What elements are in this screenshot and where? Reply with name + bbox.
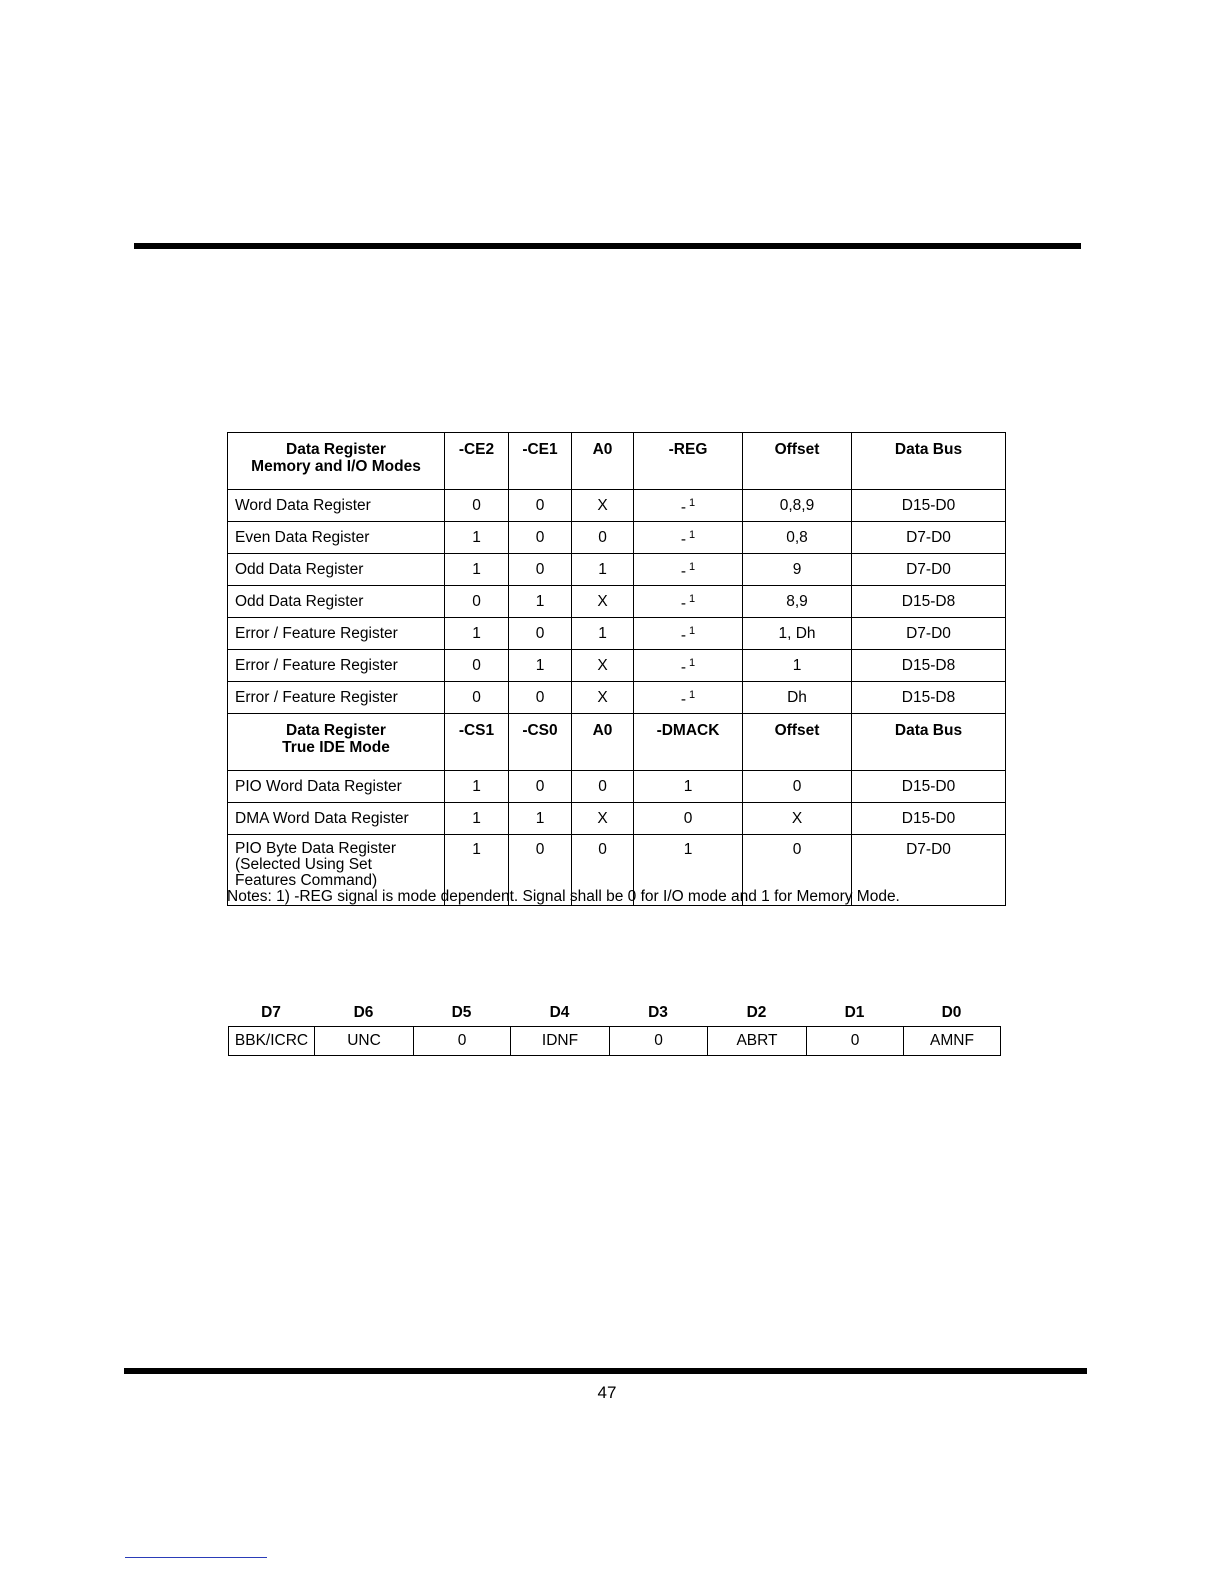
- bit-label: D0: [941, 1004, 962, 1021]
- cell-ce1: 0: [509, 682, 572, 714]
- cell-offset: 9: [743, 554, 852, 586]
- cell-a0: 1: [572, 554, 634, 586]
- bit-value: UNC: [315, 1027, 414, 1056]
- footnote-marker: 1: [689, 657, 696, 669]
- cell-reg: [634, 554, 743, 586]
- cell-a0: 0: [572, 771, 634, 803]
- bit-value: ABRT: [708, 1027, 807, 1056]
- footnote-marker: 1: [689, 689, 696, 701]
- cell-cs0: 1: [509, 803, 572, 835]
- register-name: Error / Feature Register: [228, 682, 445, 714]
- table-row: [228, 554, 1006, 586]
- reg-value: -: [680, 659, 687, 676]
- cell-reg: [634, 490, 743, 522]
- cell-ce2: 0: [445, 490, 509, 522]
- bit-label: D7: [261, 1004, 281, 1021]
- footnote-marker: 1: [689, 529, 696, 541]
- column-header: Data Bus: [852, 433, 1006, 490]
- cell-ce2: 0: [445, 586, 509, 618]
- register-name-line: (Selected Using Set: [235, 856, 372, 873]
- cell-cs1: 1: [445, 803, 509, 835]
- cell-a0: 0: [572, 835, 634, 906]
- header-title-line: Data Register: [286, 722, 386, 739]
- register-name: Word Data Register: [228, 490, 445, 522]
- cell-cs0: 0: [509, 835, 572, 906]
- reg-value: -: [680, 691, 687, 708]
- column-header: -CE2: [445, 433, 509, 490]
- bit-label: D3: [648, 1004, 668, 1021]
- cell-ce1: 1: [509, 650, 572, 682]
- cell-ce2: 1: [445, 522, 509, 554]
- header-title-cell: [228, 433, 445, 490]
- error-register-table: [228, 1026, 1001, 1056]
- column-header: -CS0: [509, 714, 572, 771]
- cell-a0: 1: [572, 618, 634, 650]
- footnote-marker: 1: [689, 593, 696, 605]
- header-title-cell: [228, 714, 445, 771]
- column-header: -DMACK: [634, 714, 743, 771]
- cell-data-bus: D15-D8: [852, 586, 1006, 618]
- cell-offset: 0: [743, 835, 852, 906]
- register-name: Odd Data Register: [228, 554, 445, 586]
- cell-a0: 0: [572, 522, 634, 554]
- bit-value: 0: [807, 1027, 904, 1056]
- cell-reg: [634, 522, 743, 554]
- cell-ce1: 0: [509, 490, 572, 522]
- cell-cs1: 1: [445, 771, 509, 803]
- table-row: [228, 618, 1006, 650]
- cell-a0: X: [572, 803, 634, 835]
- cell-offset: 1, Dh: [743, 618, 852, 650]
- column-header: A0: [572, 433, 634, 490]
- cell-dmack: 0: [634, 803, 743, 835]
- cell-reg: [634, 618, 743, 650]
- register-name-line: Features Command): [235, 872, 378, 889]
- error-register-diagram: [228, 1004, 1000, 1056]
- cell-offset: 1: [743, 650, 852, 682]
- column-header: Offset: [743, 714, 852, 771]
- table-notes: Notes: 1) -REG signal is mode dependent. Signal shall be 0 for I/O mode and 1 for Memory Mode.: [227, 888, 900, 905]
- cell-reg: [634, 650, 743, 682]
- table-row: [228, 771, 1006, 803]
- footnote-marker: 1: [689, 497, 696, 509]
- cell-ce2: 1: [445, 554, 509, 586]
- reg-value: -: [680, 499, 687, 516]
- cell-data-bus: D15-D0: [852, 490, 1006, 522]
- column-header: -CS1: [445, 714, 509, 771]
- cell-data-bus: D15-D0: [852, 771, 1006, 803]
- bit-label: D2: [746, 1004, 767, 1021]
- cell-data-bus: D15-D8: [852, 650, 1006, 682]
- cell-data-bus: D15-D0: [852, 803, 1006, 835]
- bit-value: 0: [414, 1027, 511, 1056]
- reg-value: -: [680, 627, 687, 644]
- reg-value: -: [680, 595, 687, 612]
- cell-ce2: 0: [445, 682, 509, 714]
- bit-label: D1: [844, 1004, 865, 1021]
- page-number: 47: [597, 1383, 617, 1402]
- register-name: Error / Feature Register: [228, 650, 445, 682]
- table-row: [228, 586, 1006, 618]
- cell-ce1: 0: [509, 618, 572, 650]
- table-header-memory-io: [228, 433, 1006, 490]
- cell-offset: 8,9: [743, 586, 852, 618]
- bit-value: IDNF: [511, 1027, 610, 1056]
- cell-ce1: 0: [509, 554, 572, 586]
- cell-ce2: 0: [445, 650, 509, 682]
- bit-value: 0: [610, 1027, 708, 1056]
- reg-value: -: [680, 563, 687, 580]
- cell-a0: X: [572, 586, 634, 618]
- cell-offset: 0,8,9: [743, 490, 852, 522]
- header-title-line: Memory and I/O Modes: [251, 458, 421, 475]
- register-name: Odd Data Register: [228, 586, 445, 618]
- cell-offset: Dh: [743, 682, 852, 714]
- cell-offset: X: [743, 803, 852, 835]
- column-header: Data Bus: [852, 714, 1006, 771]
- cell-a0: X: [572, 682, 634, 714]
- bit-label: D4: [549, 1004, 570, 1021]
- cell-data-bus: D7-D0: [852, 618, 1006, 650]
- bit-value: BBK/ICRC: [229, 1027, 315, 1056]
- footer-link-underline: [125, 1557, 267, 1558]
- bit-header-row: [228, 1004, 1000, 1026]
- header-title-line: True IDE Mode: [282, 739, 390, 756]
- cell-reg: [634, 682, 743, 714]
- register-name: PIO Word Data Register: [228, 771, 445, 803]
- register-name-line: PIO Byte Data Register: [235, 840, 397, 857]
- cell-data-bus: D15-D8: [852, 682, 1006, 714]
- cell-data-bus: D7-D0: [852, 522, 1006, 554]
- cell-ce1: 0: [509, 522, 572, 554]
- register-name: Error / Feature Register: [228, 618, 445, 650]
- column-header: -CE1: [509, 433, 572, 490]
- cell-ce1: 1: [509, 586, 572, 618]
- bit-value: AMNF: [904, 1027, 1001, 1056]
- cell-reg: [634, 586, 743, 618]
- cell-cs0: 0: [509, 771, 572, 803]
- header-rule: [134, 243, 1081, 249]
- cell-offset: 0,8: [743, 522, 852, 554]
- footnote-marker: 1: [689, 625, 696, 637]
- reg-value: -: [680, 531, 687, 548]
- cell-cs1: 1: [445, 835, 509, 906]
- cell-a0: X: [572, 650, 634, 682]
- cell-dmack: 1: [634, 835, 743, 906]
- footer-rule: [124, 1368, 1087, 1374]
- cell-ce2: 1: [445, 618, 509, 650]
- column-header: A0: [572, 714, 634, 771]
- column-header: Offset: [743, 433, 852, 490]
- table-row: [228, 490, 1006, 522]
- table-header-true-ide: [228, 714, 1006, 771]
- footnote-marker: 1: [689, 561, 696, 573]
- column-header: -REG: [634, 433, 743, 490]
- data-register-table: [227, 432, 1006, 906]
- register-name: DMA Word Data Register: [228, 803, 445, 835]
- header-title-line: Data Register: [286, 441, 386, 458]
- table-row: [229, 1027, 1001, 1056]
- cell-offset: 0: [743, 771, 852, 803]
- bit-label: D6: [353, 1004, 374, 1021]
- cell-a0: X: [572, 490, 634, 522]
- cell-data-bus: D7-D0: [852, 554, 1006, 586]
- cell-dmack: 1: [634, 771, 743, 803]
- cell-data-bus: D7-D0: [852, 835, 1006, 906]
- table-row: [228, 522, 1006, 554]
- register-name: Even Data Register: [228, 522, 445, 554]
- table-row: [228, 650, 1006, 682]
- table-row: [228, 803, 1006, 835]
- table-row: [228, 682, 1006, 714]
- bit-label: D5: [451, 1004, 472, 1021]
